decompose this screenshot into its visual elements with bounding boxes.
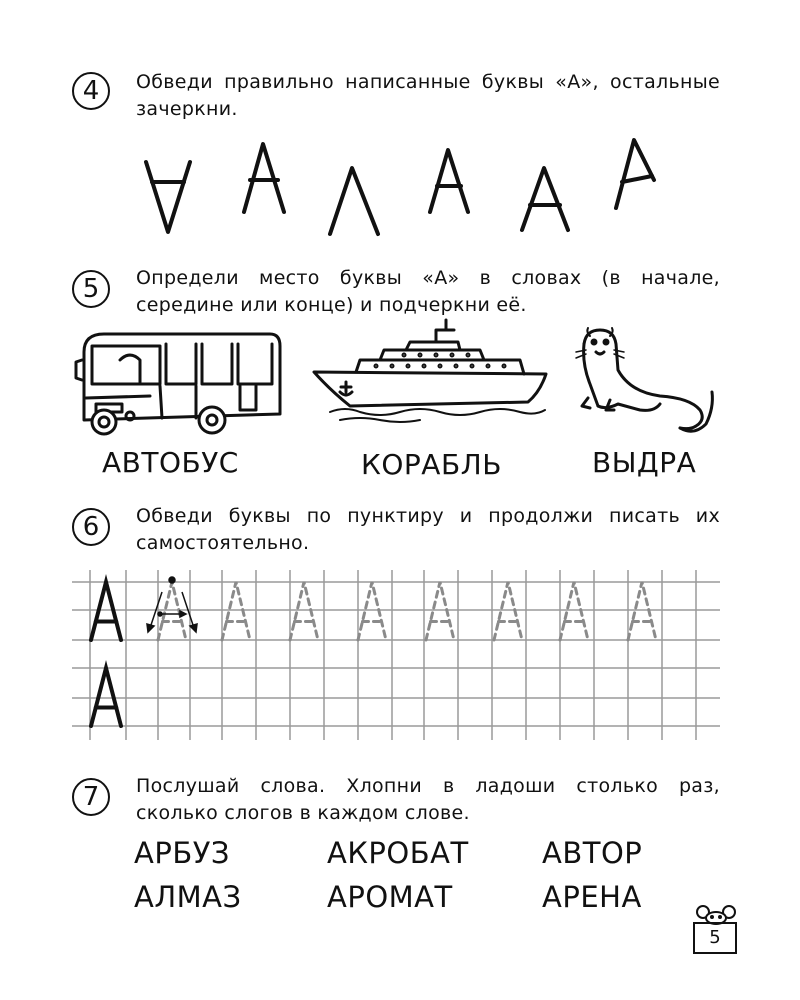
task-5-instruction: Определи место буквы «А» в словах (в начале, середине или конце) и подчеркни её. <box>136 267 720 316</box>
task-number-4: 4 <box>72 72 110 110</box>
syllable-word-aromat: АРОМАТ <box>327 880 453 914</box>
task-number-7: 7 <box>72 778 110 816</box>
task-number-5: 5 <box>72 270 110 308</box>
syllable-word-arbuz: АРБУЗ <box>134 836 230 870</box>
syllable-word-avtor: АВТОР <box>542 836 643 870</box>
task-7-instruction: Послушай слова. Хлопни в ладоши столько раз, сколько слогов в каждом слове. <box>136 775 720 824</box>
syllable-word-akrobat: АКРОБАТ <box>327 836 469 870</box>
syllable-word-almaz: АЛМАЗ <box>134 880 242 914</box>
word-korabl: КОРАБЛЬ <box>361 448 502 481</box>
syllable-word-arena: АРЕНА <box>542 880 642 914</box>
task-4-instruction: Обведи правильно написанные буквы «А», остальные зачеркни. <box>136 71 720 120</box>
word-vydra: ВЫДРА <box>592 446 697 479</box>
page-number: 5 <box>693 922 737 954</box>
word-avtobus: АВТОБУС <box>102 446 239 479</box>
task-6-instruction: Обведи буквы по пунктиру и продолжи писать их самостоятельно. <box>136 505 720 554</box>
task-number-6: 6 <box>72 508 110 546</box>
